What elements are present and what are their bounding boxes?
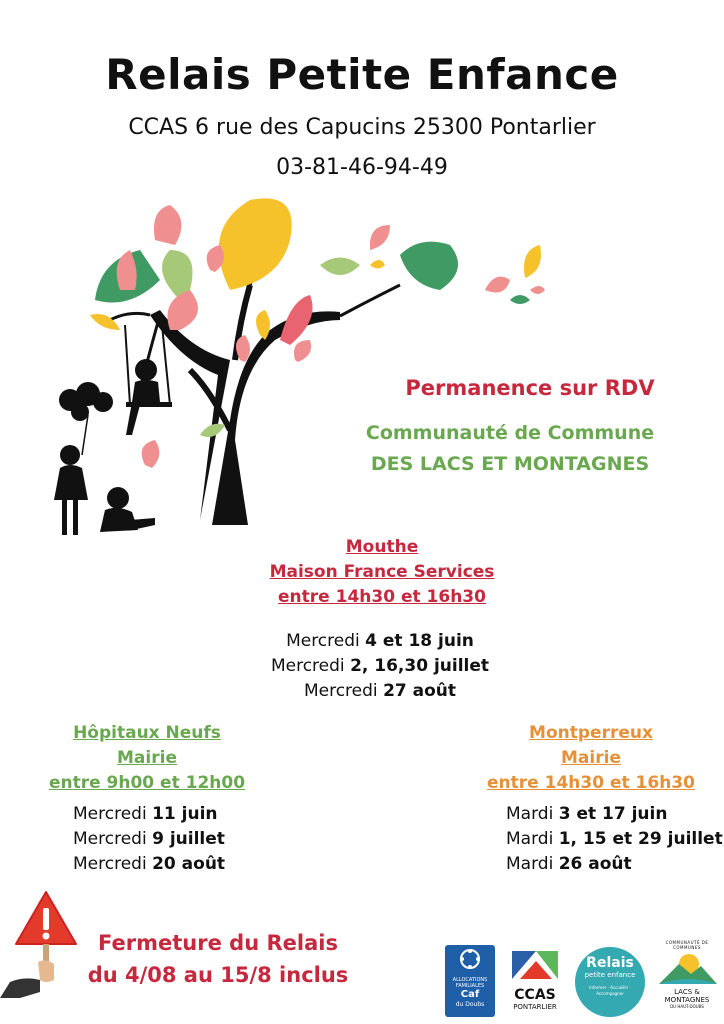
mouthe-hours: entre 14h30 et 16h30 xyxy=(278,587,486,607)
ccas-logo xyxy=(506,945,564,1017)
date-row: Mercredi 27 août xyxy=(303,681,457,701)
lacs-name: LACS & MONTAGNES xyxy=(664,988,710,1004)
hopitaux-dates xyxy=(73,802,293,877)
relais-name: Relais xyxy=(586,955,634,971)
caf-name: ALLOCATIONS FAMILIALES xyxy=(452,977,488,989)
community-name-line2: DES LACS ET MONTAGNES xyxy=(370,453,650,475)
montperreux-place: Mairie xyxy=(561,748,621,768)
mouthe-dates xyxy=(220,629,540,704)
date-row: Mercredi 2, 16,30 juillet xyxy=(270,656,490,676)
date-row: Mercredi 9 juillet xyxy=(73,829,225,849)
montperreux-dates xyxy=(506,802,724,877)
date-row: Mercredi 11 juin xyxy=(73,804,218,824)
permanence-heading: Permanence sur RDV xyxy=(405,376,655,400)
relais-tagline: Informer · Accueillir · Accompagner xyxy=(589,985,631,996)
phone-number: 03-81-46-94-49 xyxy=(276,155,448,180)
mouthe-town: Mouthe xyxy=(345,537,419,557)
hopitaux-place: Mairie xyxy=(117,748,177,768)
ccas-emblem-icon xyxy=(506,945,564,983)
relais-logo xyxy=(575,947,645,1017)
montperreux-location xyxy=(476,721,706,796)
address-text: CCAS 6 rue des Capucins 25300 Pontarlier xyxy=(128,115,596,140)
mouthe-place: Maison France Services xyxy=(269,562,495,582)
hopitaux-location xyxy=(32,721,262,796)
caf-label: Caf xyxy=(460,989,480,1000)
date-row: Mardi 26 août xyxy=(506,854,632,874)
lacs-region: DU HAUT-DOUBS xyxy=(670,1004,704,1009)
ccas-name: CCAS xyxy=(514,987,556,1003)
date-row: Mercredi 20 août xyxy=(73,854,226,874)
closing-line1: Fermeture du Relais xyxy=(98,931,338,955)
hopitaux-hours: entre 9h00 et 12h00 xyxy=(48,773,246,793)
ccas-city: PONTARLIER xyxy=(513,1003,557,1011)
page-title: Relais Petite Enfance xyxy=(105,50,619,99)
montperreux-hours: entre 14h30 et 16h30 xyxy=(487,773,695,793)
mountains-icon xyxy=(655,950,719,984)
caf-emblem-icon xyxy=(445,945,495,973)
community-name-line1: Communauté de Commune xyxy=(365,422,655,444)
date-row: Mardi 1, 15 et 29 juillet xyxy=(506,829,723,849)
mouthe-location xyxy=(232,535,532,610)
tree-illustration xyxy=(40,190,600,550)
lacs-arc-text: COMMUNAUTÉ DE COMMUNES xyxy=(665,940,709,950)
lacs-montagnes-logo xyxy=(655,940,719,1022)
montperreux-town: Montperreux xyxy=(529,723,653,743)
caf-logo xyxy=(445,945,495,1017)
closing-notice xyxy=(68,927,368,991)
date-row: Mardi 3 et 17 juin xyxy=(506,804,668,824)
hopitaux-town: Hôpitaux Neufs xyxy=(73,723,221,743)
relais-subtitle: petite enfance xyxy=(584,971,636,979)
caf-region: du Doubs xyxy=(455,1001,485,1008)
closing-line2: du 4/08 au 15/8 inclus xyxy=(87,963,349,987)
date-row: Mercredi 4 et 18 juin xyxy=(286,631,474,651)
